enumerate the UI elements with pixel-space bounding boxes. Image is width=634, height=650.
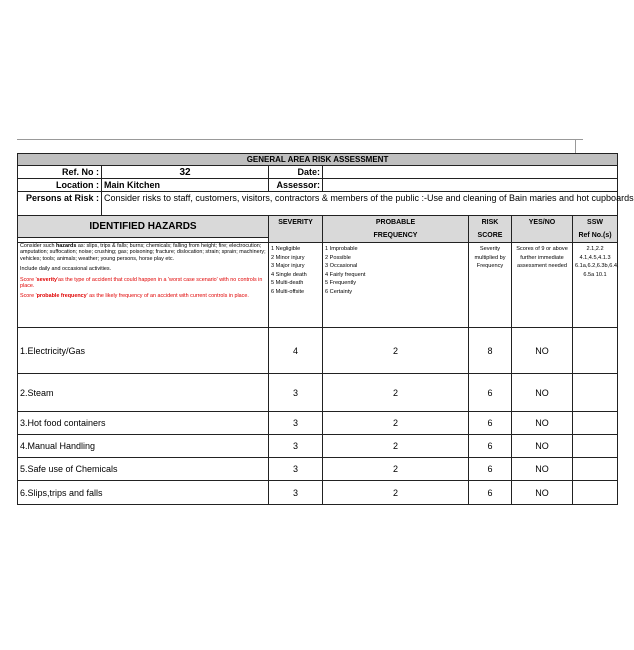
risk-header-line1: RISK — [481, 219, 499, 226]
hazard-ssw[interactable] — [573, 328, 618, 374]
risk-note: Severity multiplied by Frequency — [469, 243, 512, 328]
hazard-severity[interactable]: 3 — [269, 412, 323, 435]
date-value[interactable] — [323, 166, 618, 179]
ssw-note: 2.1,2.2 4.1,4.5,4.1.3 6.1a,6.2,6.3b,6.4, 6.5a 10.1 — [573, 243, 618, 328]
hazard-action[interactable]: NO — [512, 481, 573, 505]
frequency-header — [323, 216, 469, 243]
hazard-action[interactable]: NO — [512, 412, 573, 435]
hazard-row — [18, 328, 618, 374]
ssw-header-line2: Ref No.(s) — [578, 232, 612, 239]
severity-header — [269, 216, 323, 243]
hazard-name: 4.Manual Handling — [18, 435, 269, 458]
hazard-frequency[interactable]: 2 — [323, 328, 469, 374]
hazards-guidance-text: Consider such hazards as: slips, trips & falls; burns; chemicals; falling from height; fire; electrocution; amputation; suffocation; noise; crushing; gas; poisoning; fracture; dislocation; strain; sprain; machinery; vehicles; tools; animals; weather; young persons, horse play etc. — [20, 243, 266, 262]
hazard-severity[interactable]: 4 — [269, 328, 323, 374]
persons-value[interactable]: Consider risks to staff, customers, visitors, contractors & members of the public :-Use and cleaning of Bain maries and hot cupboards — [102, 192, 618, 216]
hazard-severity[interactable]: 3 — [269, 374, 323, 412]
assessor-label: Assessor: — [269, 179, 323, 192]
yesno-note: Scores of 9 or above further immediate assessment needed — [512, 243, 573, 328]
hazard-risk[interactable]: 6 — [469, 374, 512, 412]
frequency-header-line2: FREQUENCY — [373, 232, 418, 239]
persons-label: Persons at Risk : — [18, 192, 102, 216]
hazard-ssw[interactable] — [573, 374, 618, 412]
location-label: Location : — [18, 179, 102, 192]
severity-header-text: SEVERITY — [278, 219, 313, 226]
hazard-severity[interactable]: 3 — [269, 481, 323, 505]
hazard-ssw[interactable] — [573, 412, 618, 435]
hazard-risk[interactable]: 6 — [469, 412, 512, 435]
severity-scale: 1 Negligible 2 Minor injury 3 Major injury 4 Single death 5 Multi-death 6 Multi-offsite — [269, 243, 323, 328]
assessor-value[interactable] — [323, 179, 618, 192]
location-value[interactable]: Main Kitchen — [102, 179, 269, 192]
hazard-ssw[interactable] — [573, 481, 618, 505]
include-note: Include daily and occasional activities. — [20, 266, 112, 273]
hazard-ssw[interactable] — [573, 435, 618, 458]
identified-hazards-header: IDENTIFIED HAZARDS — [18, 216, 269, 238]
severity-guidance: Score 'severity'as the type of accident that could happen in a 'worst case scenario' with no controls in place. — [20, 276, 263, 290]
hazard-action[interactable]: NO — [512, 435, 573, 458]
date-label: Date: — [269, 166, 323, 179]
hazard-row — [18, 481, 618, 505]
frequency-header-line1: PROBABLE — [375, 219, 416, 226]
hazard-name: 5.Safe use of Chemicals — [18, 458, 269, 481]
form-title: GENERAL AREA RISK ASSESSMENT — [18, 154, 618, 166]
risk-assessment-sheet — [17, 139, 634, 500]
hazard-risk[interactable]: 8 — [469, 328, 512, 374]
hazard-row — [18, 458, 618, 481]
risk-header — [469, 216, 512, 243]
hazard-row — [18, 412, 618, 435]
hazard-frequency[interactable]: 2 — [323, 435, 469, 458]
frequency-scale: 1 Improbable 2 Possible 3 Occasional 4 Fairly frequent 5 Frequently 6 Certainty — [323, 243, 469, 328]
ssw-header — [573, 216, 618, 243]
hazard-name: 1.Electricity/Gas — [18, 328, 269, 374]
hazard-name: 6.Slips,trips and falls — [18, 481, 269, 505]
hazard-risk[interactable]: 6 — [469, 458, 512, 481]
hazard-frequency[interactable]: 2 — [323, 458, 469, 481]
ref-value[interactable]: 32 — [102, 166, 269, 179]
frequency-guidance: Score 'probable frequency' as the likely frequency of an accident with current controls in place. — [20, 293, 249, 300]
hazard-row — [18, 435, 618, 458]
hazard-row — [18, 374, 618, 412]
ref-label: Ref. No : — [18, 166, 102, 179]
risk-header-line2: SCORE — [477, 232, 503, 239]
risk-assessment-table — [17, 153, 634, 505]
hazard-risk[interactable]: 6 — [469, 435, 512, 458]
hazard-action[interactable]: NO — [512, 458, 573, 481]
sheet-top-border — [17, 139, 583, 154]
hazard-frequency[interactable]: 2 — [323, 481, 469, 505]
hazard-severity[interactable]: 3 — [269, 458, 323, 481]
yesno-header: YES/NO — [512, 216, 573, 243]
hazard-action[interactable]: NO — [512, 374, 573, 412]
hazards-guidance — [18, 243, 269, 328]
hazard-name: 2.Steam — [18, 374, 269, 412]
hazard-name: 3.Hot food containers — [18, 412, 269, 435]
hazard-risk[interactable]: 6 — [469, 481, 512, 505]
hazard-frequency[interactable]: 2 — [323, 374, 469, 412]
hazard-ssw[interactable] — [573, 458, 618, 481]
hazard-severity[interactable]: 3 — [269, 435, 323, 458]
hazard-action[interactable]: NO — [512, 328, 573, 374]
ssw-header-line1: SSW — [587, 219, 603, 226]
hazard-frequency[interactable]: 2 — [323, 412, 469, 435]
